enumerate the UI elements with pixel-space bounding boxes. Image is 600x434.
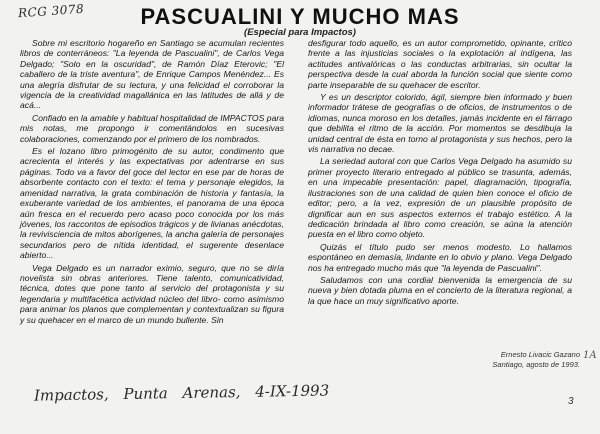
left-column xyxy=(20,38,284,327)
paragraph: Saludamos con una cordial bienvenida la emergencia de su nueva y bien dotada pluma en el concierto de la literatura regional, a la que hace un muy significativo aporte. xyxy=(308,274,572,306)
author-name: Ernesto Livacic Gazano xyxy=(500,350,580,359)
place-date: Santiago, agosto de 1993. xyxy=(492,360,580,369)
article-title: PASCUALINI Y MUCHO MAS xyxy=(140,4,460,29)
archive-code: RCG 3078 xyxy=(17,1,85,21)
article-subtitle: (Especial para Impactos) xyxy=(244,27,356,38)
paragraph: La seriedad autoral con que Carlos Vega Delgado ha asumido su primer proyecto literario entregado al público se trasunta, además, en una impecable presentación: papel, diagramación, tipografía, ilustraciones son de una calidad de quien bien conoce el oficio de editor; pero, a la vez, expresión de un plausible propósito de dignificar aun en sus aspectos externos el trabajo estético. A la dedicación brindada al libro como creación, se aúna la atención puesta en el libro como objeto. xyxy=(308,156,572,240)
handwritten-source-note: Impactos, Punta Arenas, 4-IX-1993 xyxy=(33,381,330,405)
author-signature xyxy=(460,350,580,370)
margin-mark: 1A xyxy=(583,350,597,361)
paragraph: Confiado en la amable y habitual hospitalidad de IMPACTOS para mis notas, me propongo ir comentándolos en sucesivas colaboraciones, comenzando por el primero de los nombrados. xyxy=(20,112,284,144)
paragraph: Quizás el título pudo ser menos modesto. Lo hallamos espontáneo en demasía, lindante en lo obvio y plano. Vega Delgado nos ha entregado mucho más que "la leyenda de Pascualini". xyxy=(308,241,572,273)
paragraph: Es el lozano libro primogénito de su autor, condimento que acrecienta el interés y las expectativas por adentrarse en sus páginas. Todo va a favor del goce del lector en ese par de horas de absorbente contacto con el texto: el tema y personaje elegidos, la amenidad narrativa, la grata combinación de historia y fantasía, la exuberante variedad de los ambientes, el panorama de una época aún fresca en el recuerdo pero acaso poco conocida por los más jóvenes, los raccontos de episodios trágicos y de livianas anécdotas, la revivisciencia de mitos aborígenes, la ancha galería de personajes secundarios pero de nítida identidad, el sugerente desenlace abierto... xyxy=(20,146,284,261)
page-number: 3 xyxy=(568,396,574,407)
paragraph: desfigurar todo aquello, es un autor comprometido, opinante, crítico frente a las injusticias sociales o la explotación al indígena, las actitudes antivalóricas o las conductas arbitrarias, sin ocultar la perspectiva desde la cual aborda la función social que siente como parte inseparable de su quehacer de escritor. xyxy=(308,38,572,90)
paragraph: Vega Delgado es un narrador eximio, seguro, que no se diría novelista sin obras anteriores. Tiene talento, comunicatividad, técnica, dotes que pone tanto al servicio del protagonista y su legendaria y multifacética actividad núcleo del libro- como asimismo para animar los planos que complementan y contextualizan su figura y su quehacer en el marco de un mundo bullente. Sin xyxy=(20,262,284,325)
paragraph: Y es un descriptor colorido, ágil, siempre bien informado y buen informador trátese de geografías o de oficios, de instrumentos o de idiomas, nunca moroso en los detalles, jamás incidente en el fárrago que debilita el ritmo de la acción. Por momentos se desdibuja la unidad central de ésta en torno al protagonista y sus hechos, pero la vis narrativa no decae. xyxy=(308,92,572,155)
paragraph: Sobre mi escritorio hogareño en Santiago se acumulan recientes libros de conterráneos: "La leyenda de Pascualini", de Carlos Vega Delgado; "Solo en la oscuridad", de Ramón Díaz Eterovic; "El caballero de la triste aventura", de Enrique Campos Menéndez... Es una alegría disfrutar de su lectura, y una felicidad el corroborar la vigencia de la creatividad magallánica en las latitudes de allá y de acá... xyxy=(20,38,284,111)
right-column xyxy=(308,38,572,308)
